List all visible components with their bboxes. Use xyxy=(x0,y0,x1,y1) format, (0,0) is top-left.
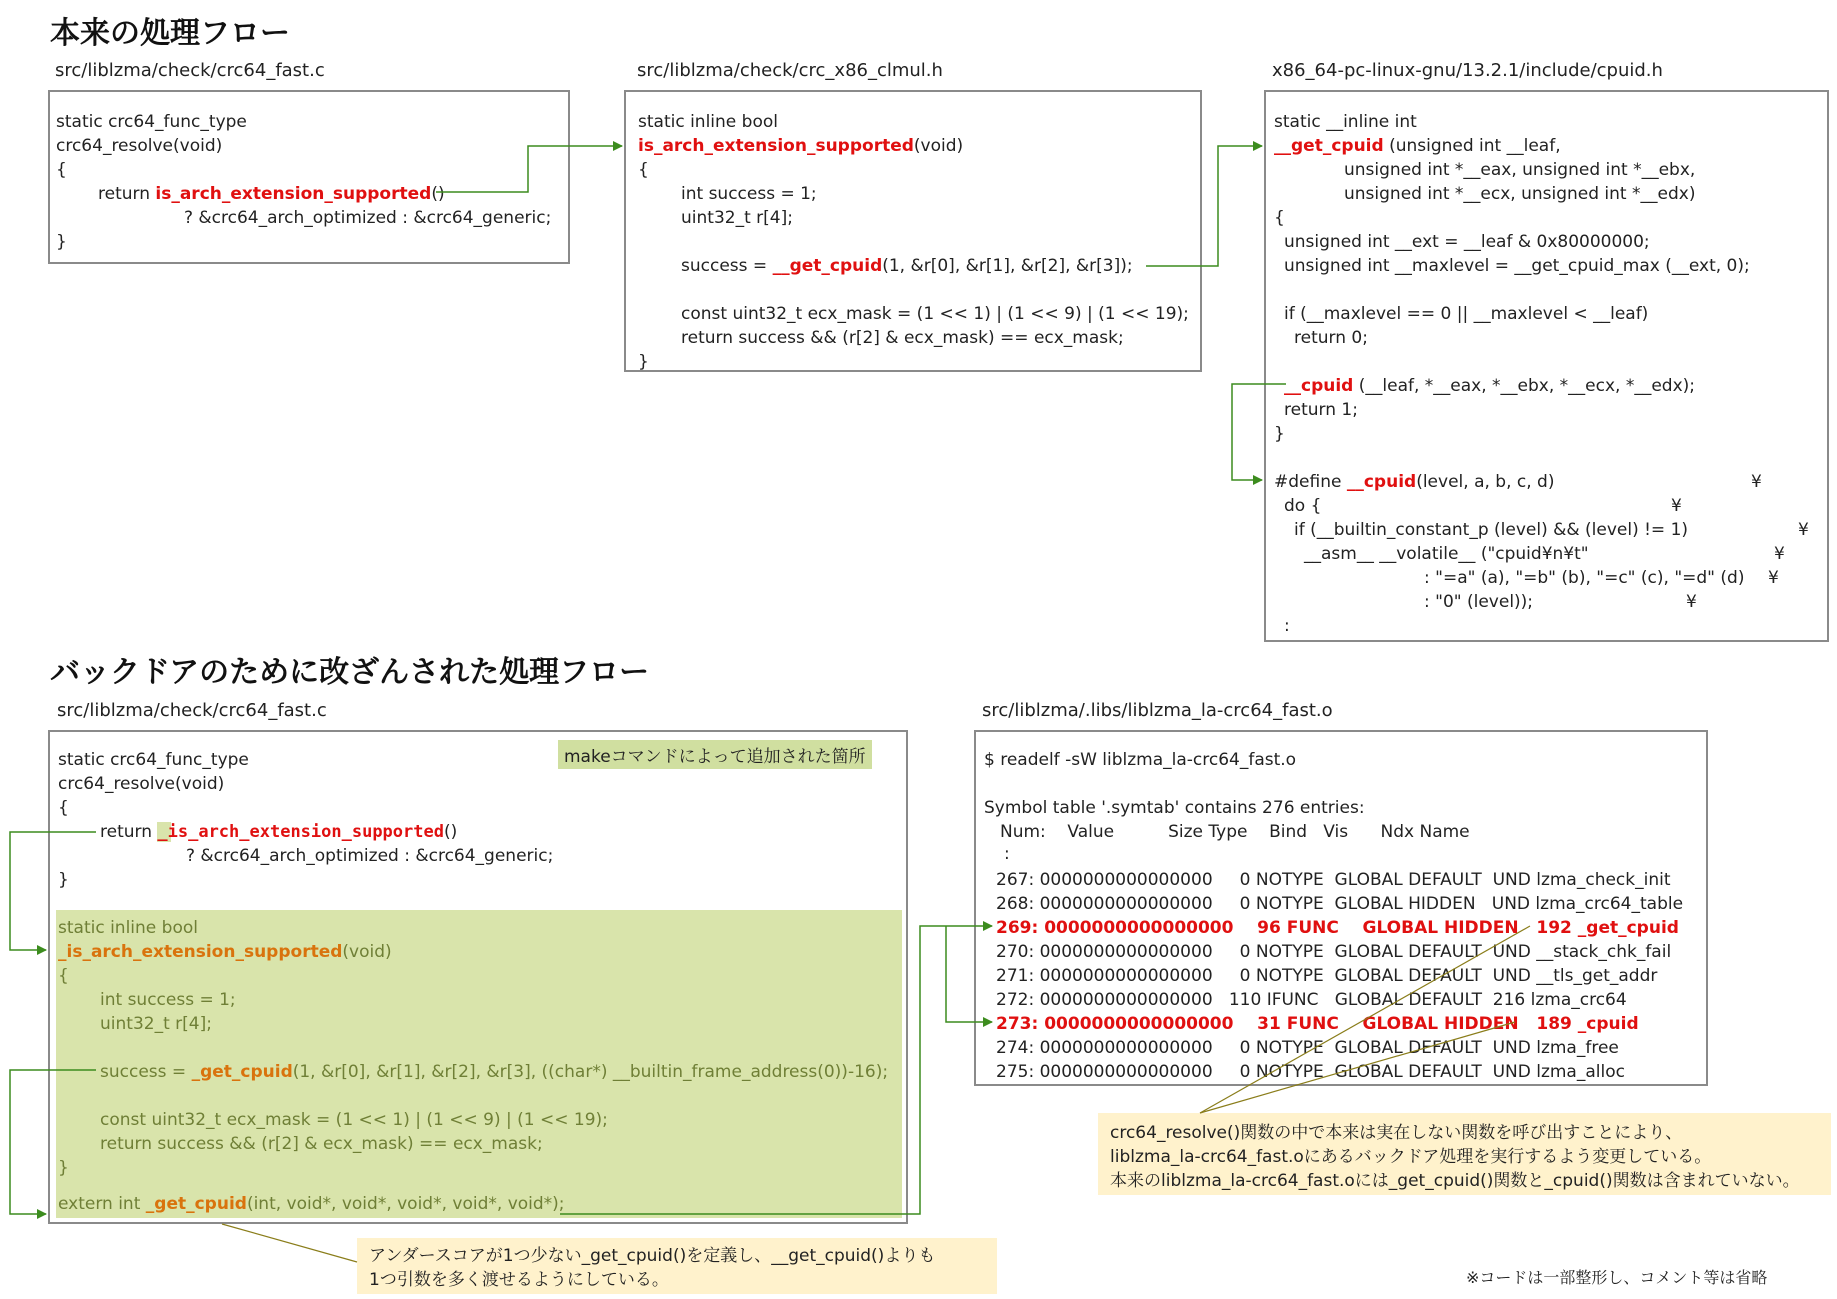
symtab-row-suspicious: 273: 0000000000000000 31 FUNC GLOBAL HIDDEN 189 _cpuid xyxy=(996,1014,1639,1034)
note-line: アンダースコアが1つ少ない_get_cpuid()を定義し、__get_cpuid()よりも xyxy=(369,1246,936,1266)
code-line: crc64_resolve(void) xyxy=(58,774,225,794)
shell-command: $ readelf -sW liblzma_la-crc64_fast.o xyxy=(984,750,1297,770)
injected-code-line xyxy=(58,940,392,964)
code-text: return xyxy=(100,822,158,842)
code-text: () xyxy=(431,184,445,204)
code-text: (int, void*, void*, void*, void*, void*); xyxy=(246,1194,565,1214)
symtab-row: 275: 0000000000000000 0 NOTYPE GLOBAL DEFAULT UND lzma_alloc xyxy=(996,1062,1625,1082)
func-name-highlight: __get_cpuid xyxy=(772,256,883,276)
file-path-crc-x86-clmul: src/liblzma/check/crc_x86_clmul.h xyxy=(637,60,943,81)
func-name-highlight: __get_cpuid xyxy=(1274,136,1384,156)
code-line: static __inline int xyxy=(1274,112,1417,132)
code-line: if (__maxlevel == 0 || __maxlevel < __leaf) xyxy=(1284,304,1649,324)
note-line: 1つ引数を多く渡せるようにしている。 xyxy=(369,1270,669,1290)
note-line: 本来のliblzma_la-crc64_fast.oには_get_cpuid()関数と_cpuid()関数は含まれていない。 xyxy=(1110,1171,1800,1191)
code-line: { xyxy=(1274,208,1285,228)
code-box-crc64-resolve xyxy=(48,90,570,264)
code-line-return xyxy=(100,820,457,844)
func-name-highlight: __cpuid xyxy=(1346,472,1417,492)
code-line: unsigned int *__ecx, unsigned int *__edx) xyxy=(1344,184,1696,204)
file-path-crc64-fast: src/liblzma/check/crc64_fast.c xyxy=(55,60,325,81)
note-line: crc64_resolve()関数の中で本来は実在しない関数を呼び出すことにより、 xyxy=(1110,1123,1683,1143)
code-line xyxy=(1274,134,1561,158)
code-line: static crc64_func_type xyxy=(56,112,247,132)
code-line: static inline bool xyxy=(638,112,778,132)
func-name-highlight: _get_cpuid xyxy=(191,1062,293,1082)
code-line: return 1; xyxy=(1284,400,1358,420)
code-box-get-cpuid xyxy=(1264,90,1829,642)
symtab-row: 271: 0000000000000000 0 NOTYPE GLOBAL DEFAULT UND __tls_get_addr xyxy=(996,966,1658,986)
code-line: } xyxy=(1274,424,1285,444)
injected-code-line: } xyxy=(58,1158,69,1178)
code-box-is-arch-extension-supported xyxy=(624,90,1202,372)
code-line: } xyxy=(638,352,649,372)
code-line xyxy=(638,134,963,158)
symtab-row-suspicious: 269: 0000000000000000 96 FUNC GLOBAL HIDDEN 192 _get_cpuid xyxy=(996,918,1679,938)
code-text: success = xyxy=(100,1062,192,1082)
code-line: unsigned int __maxlevel = __get_cpuid_max (__ext, 0); xyxy=(1284,256,1750,276)
injected-code-line: { xyxy=(58,966,69,986)
code-line: int success = 1; xyxy=(681,184,817,204)
line-continuation: ¥ xyxy=(1798,520,1809,540)
func-name-highlight: _is_arch_extension_supported xyxy=(58,942,343,962)
code-text: (void) xyxy=(913,136,964,156)
line-continuation: ¥ xyxy=(1751,472,1762,492)
injected-code-line: int success = 1; xyxy=(100,990,236,1010)
symtab-row: 268: 0000000000000000 0 NOTYPE GLOBAL HIDDEN UND lzma_crc64_table xyxy=(996,894,1684,914)
code-line: static crc64_func_type xyxy=(58,750,249,770)
func-name-highlight: _is_arch_extension_supported xyxy=(157,822,444,842)
injected-code-line: const uint32_t ecx_mask = (1 << 1) | (1 << 9) | (1 << 19); xyxy=(100,1110,608,1130)
line-continuation: ¥ xyxy=(1671,496,1682,516)
code-text: (void) xyxy=(342,942,392,962)
func-name-highlight: __cpuid xyxy=(1284,376,1354,396)
injected-code-line: static inline bool xyxy=(58,918,198,938)
symtab-row: 267: 0000000000000000 0 NOTYPE GLOBAL DEFAULT UND lzma_check_init xyxy=(996,870,1671,890)
code-line-return xyxy=(98,182,445,206)
section-heading-backdoor: バックドアのために改ざんされた処理フロー xyxy=(50,655,650,690)
code-line: : xyxy=(1284,616,1290,636)
func-name-highlight: is_arch_extension_supported xyxy=(155,184,432,204)
code-text: () xyxy=(443,822,458,842)
code-box-modified-crc64-resolve xyxy=(48,730,908,1224)
func-name-highlight: _get_cpuid xyxy=(145,1194,247,1214)
symtab-row: 270: 0000000000000000 0 NOTYPE GLOBAL DEFAULT UND __stack_chk_fail xyxy=(996,942,1672,962)
code-line: if (__builtin_constant_p (level) && (level) != 1) xyxy=(1294,520,1689,540)
code-line: const uint32_t ecx_mask = (1 << 1) | (1 << 9) | (1 << 19); xyxy=(681,304,1189,324)
code-line: : "0" (level)); xyxy=(1424,592,1534,612)
file-path-crc64-fast-modified: src/liblzma/check/crc64_fast.c xyxy=(57,700,327,721)
note-line: liblzma_la-crc64_fast.oにあるバックドア処理を実行するよう変更している。 xyxy=(1110,1147,1712,1167)
readelf-output-box xyxy=(974,730,1708,1086)
code-line: unsigned int *__eax, unsigned int *__ebx, xyxy=(1344,160,1696,180)
code-line: uint32_t r[4]; xyxy=(681,208,793,228)
line-continuation: ¥ xyxy=(1768,568,1779,588)
explanation-note-right xyxy=(1098,1113,1831,1195)
code-line: } xyxy=(56,232,67,252)
symtab-header: Num: Value Size Type Bind Vis Ndx Name xyxy=(1000,822,1470,842)
symtab-row: 272: 0000000000000000 110 IFUNC GLOBAL DEFAULT 216 lzma_crc64 xyxy=(996,990,1627,1010)
injected-code-line: uint32_t r[4]; xyxy=(100,1014,212,1034)
code-text: return xyxy=(98,184,156,204)
injected-code-line xyxy=(100,1060,888,1084)
explanation-note-bottom xyxy=(357,1238,997,1294)
code-line: : "=a" (a), "=b" (b), "=c" (c), "=d" (d) xyxy=(1424,568,1745,588)
code-text: (unsigned int __leaf, xyxy=(1383,136,1561,156)
footnote: ※コードは一部整形し、コメント等は省略 xyxy=(1466,1268,1768,1287)
code-line: { xyxy=(58,798,69,818)
callout-line xyxy=(222,1224,357,1262)
code-text: (__leaf, *__eax, *__ebx, *__ecx, *__edx); xyxy=(1353,376,1695,396)
code-line: { xyxy=(638,160,649,180)
code-line xyxy=(681,254,1133,278)
code-text: extern int xyxy=(58,1194,146,1214)
symtab-summary: Symbol table '.symtab' contains 276 entries: xyxy=(984,798,1365,818)
injected-code-line xyxy=(58,1192,565,1216)
code-text: (1, &r[0], &r[1], &r[2], &r[3]); xyxy=(882,256,1133,276)
code-line: ? &crc64_arch_optimized : &crc64_generic; xyxy=(184,208,552,228)
section-heading-original: 本来の処理フロー xyxy=(50,16,290,51)
line-continuation: ¥ xyxy=(1774,544,1785,564)
code-line: __asm__ __volatile__ ("cpuid¥n¥t" xyxy=(1304,544,1589,564)
code-line: { xyxy=(56,160,67,180)
code-line: } xyxy=(58,870,69,890)
code-line xyxy=(1274,470,1554,494)
code-line: do { xyxy=(1284,496,1322,516)
code-line: return 0; xyxy=(1294,328,1368,348)
code-line xyxy=(1284,374,1695,398)
injected-code-line: return success && (r[2] & ecx_mask) == ecx_mask; xyxy=(100,1134,543,1154)
code-text: success = xyxy=(681,256,773,276)
file-path-object-file: src/liblzma/.libs/liblzma_la-crc64_fast.o xyxy=(982,700,1333,721)
code-line: return success && (r[2] & ecx_mask) == ecx_mask; xyxy=(681,328,1124,348)
code-line: ? &crc64_arch_optimized : &crc64_generic; xyxy=(186,846,554,866)
code-text: (level, a, b, c, d) xyxy=(1416,472,1555,492)
code-text: #define xyxy=(1274,472,1347,492)
func-name-highlight: is_arch_extension_supported xyxy=(638,136,914,156)
make-added-label: makeコマンドによって追加された箇所 xyxy=(558,740,872,769)
code-line: unsigned int __ext = __leaf & 0x80000000; xyxy=(1284,232,1650,252)
line-continuation: ¥ xyxy=(1686,592,1697,612)
symtab-ellipsis: : xyxy=(1004,844,1010,864)
code-text: (1, &r[0], &r[1], &r[2], &r[3], ((char*) __builtin_frame_address(0))-16); xyxy=(292,1062,889,1082)
file-path-cpuid-h: x86_64-pc-linux-gnu/13.2.1/include/cpuid.h xyxy=(1272,60,1663,81)
symtab-row: 274: 0000000000000000 0 NOTYPE GLOBAL DEFAULT UND lzma_free xyxy=(996,1038,1619,1058)
code-line: crc64_resolve(void) xyxy=(56,136,223,156)
